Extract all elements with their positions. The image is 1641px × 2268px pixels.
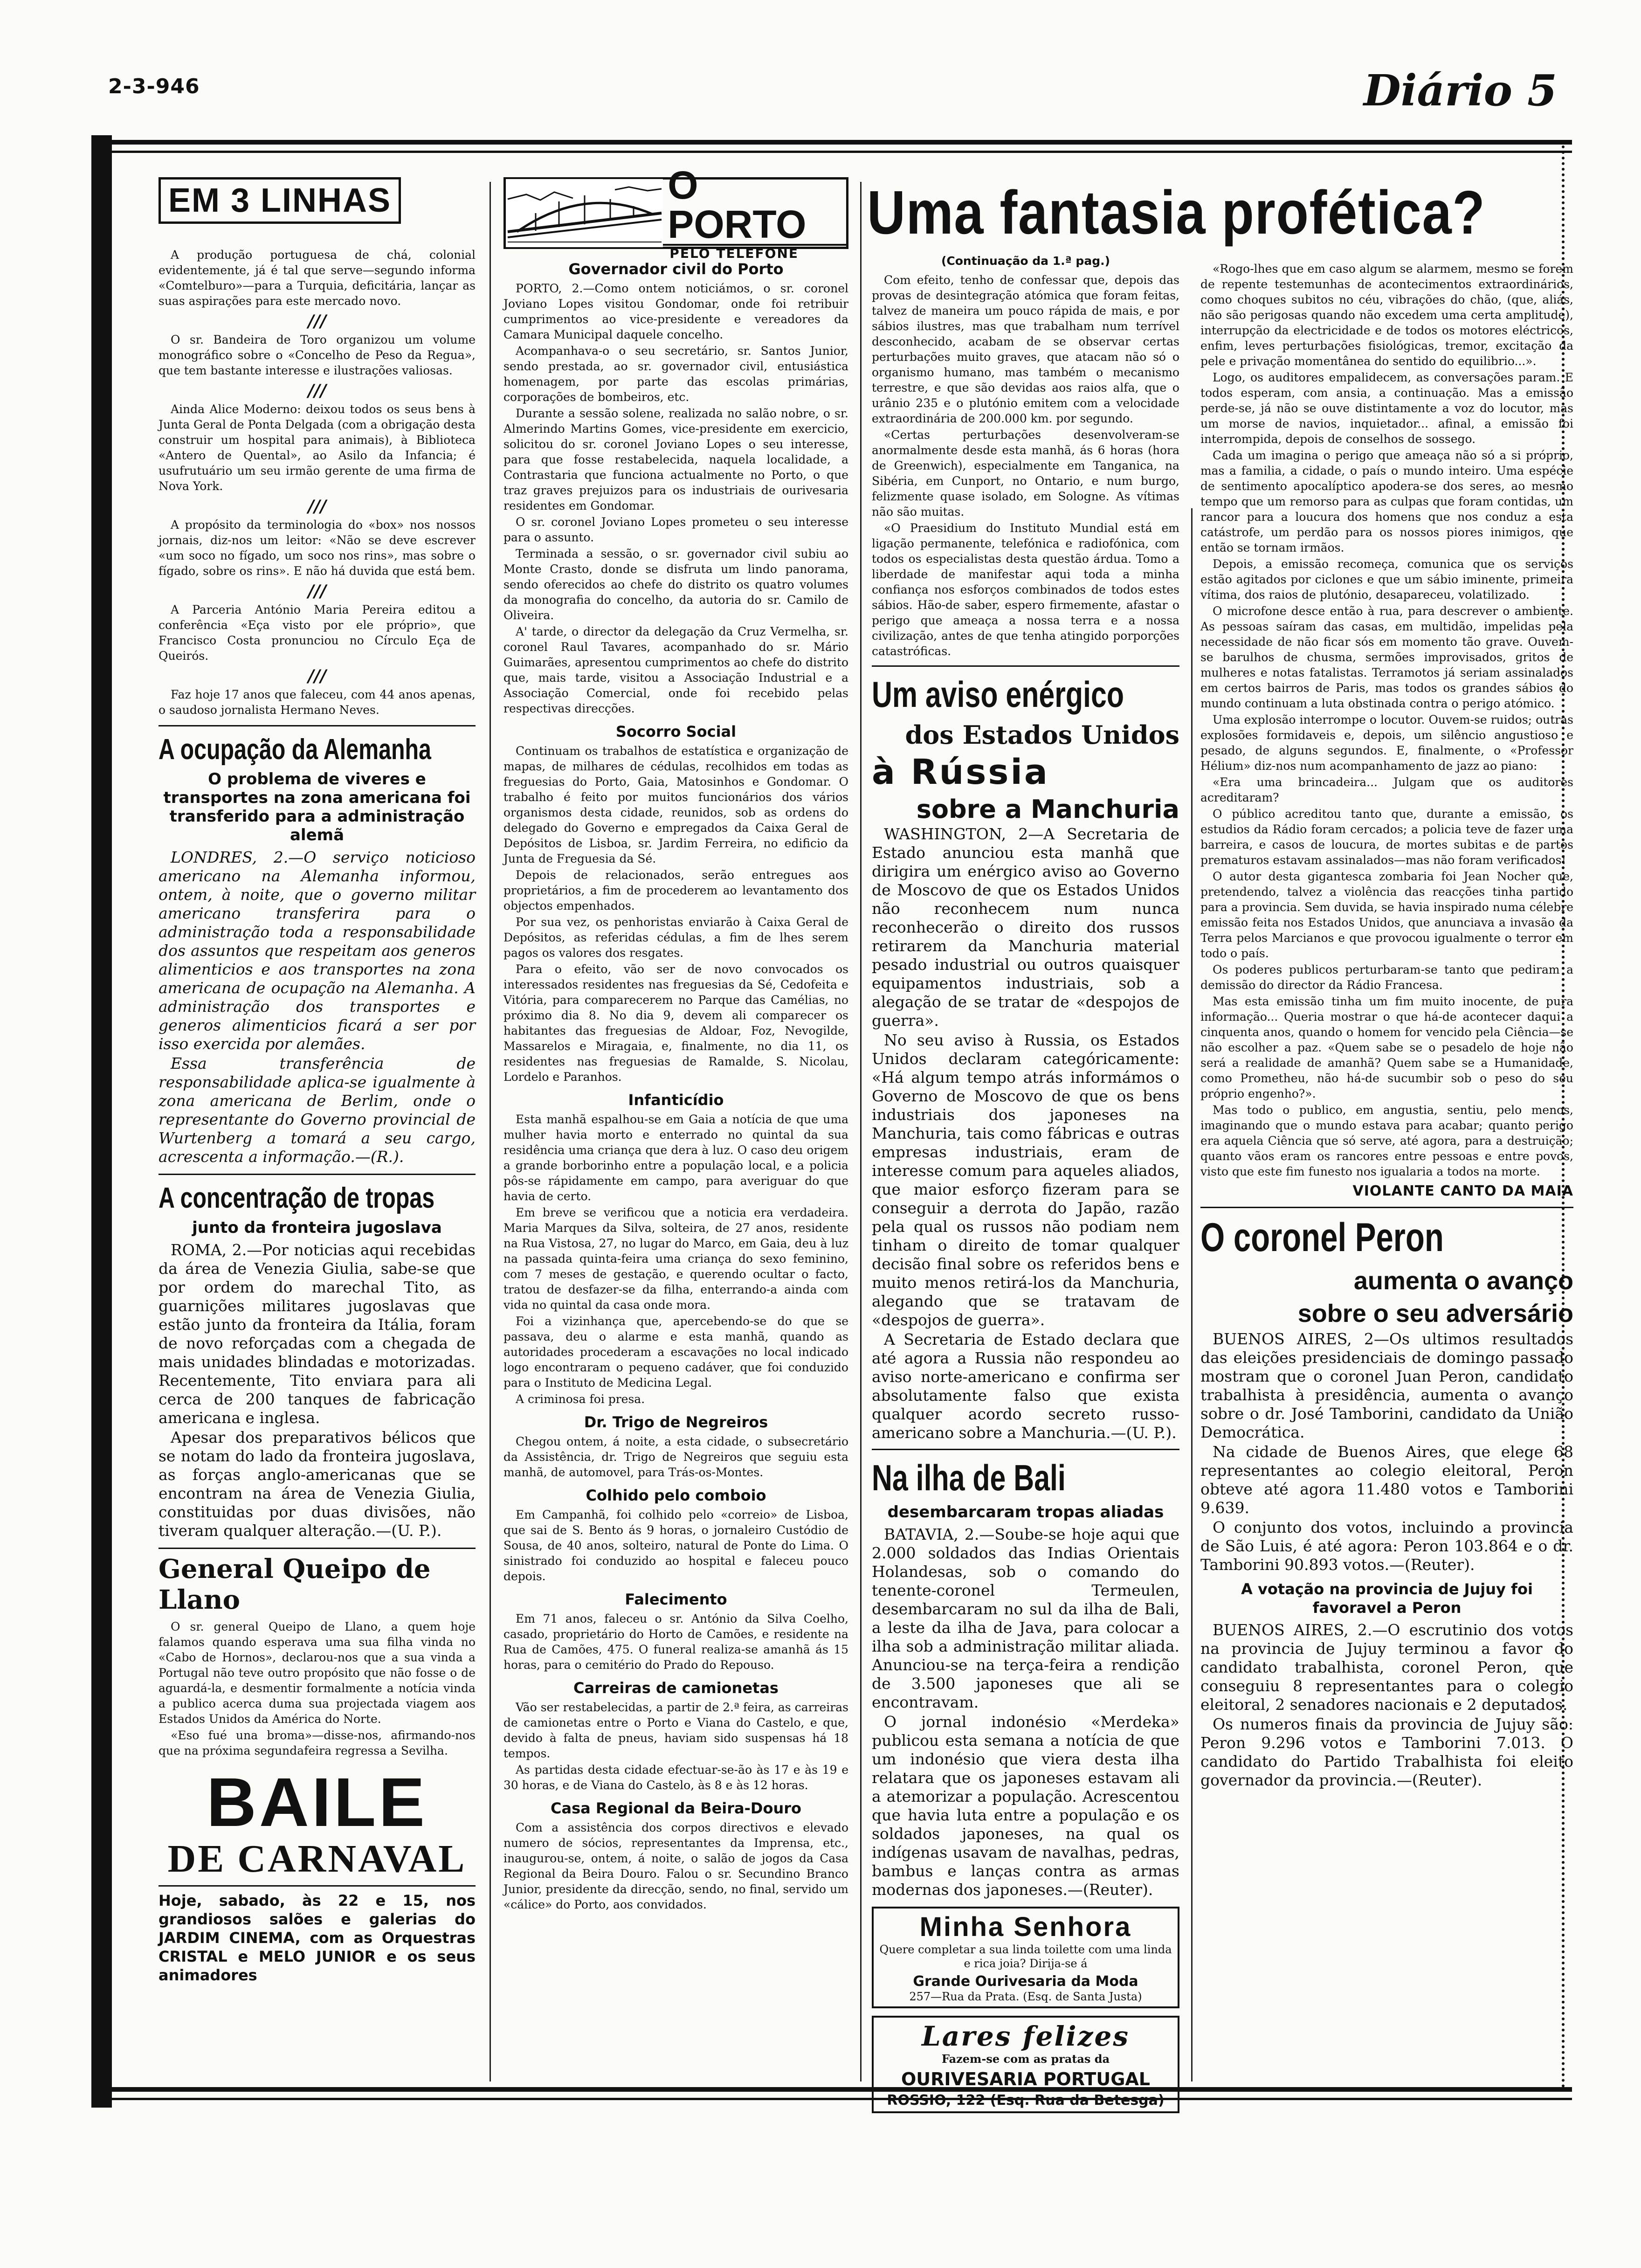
- headline-alemanha: A ocupação da Alemanha: [159, 733, 431, 766]
- article-paragraph: A Secretaria de Estado declara que até agora a Russia não respondeu ao aviso norte-americano e confirma ser absolutamente falso que exista qualquer acordo secreto russo-americano sobre a Manchuria.—(U. P.).: [872, 1330, 1179, 1442]
- brief-separator: ///: [308, 581, 326, 601]
- article-paragraph: Por sua vez, os penhoristas enviarão à Caixa Geral de Depósitos, as referidas cédulas, a fim de lhes serem pagos os valores dos resgates.: [503, 915, 848, 960]
- article-paragraph: Terminada a sessão, o sr. governador civil subiu ao Monte Crasto, donde se disfruta um lindo panorama, sendo oferecidos ao chefe do distrito os quatro volumes da monografia do concelho, da autoria do sr. Camilo de Oliveira.: [503, 547, 848, 622]
- article-paragraph: Continuam os trabalhos de estatística e organização de mapas, de milhares de cédulas, recolhidos em todas as freguesias do Porto, Gaia, Matosinhos e Gondomar. O trabalho é feito por muitos funcionários dos vários organismos desta cidade, reunidos, sob as ordens do delegado do Governo e empregados da Caixa Geral de Depósitos de Lisboa, sr. Jardim Ferreira, no edificio da Junta de Freguesia da Sé.: [503, 744, 848, 865]
- article-paragraph: Apesar dos preparativos bélicos que se notam do lado da fronteira jugoslava, as forças anglo-americanas que se encontram na área de Venezia Giulia, constituidas por duas divisões, não tiveram qualquer alteração.—(U. P.).: [159, 1428, 476, 1540]
- article-paragraph: Cada um imagina o perigo que ameaça não só a si próprio, mas a familia, a cidade, o país o mundo inteiro. Uma espécie de sentimento apocalíptico apodera-se dos seres, ao mesmo tempo que um remorso para as culpas que foram contidas, um rancor para a loucura dos homens que nos conduz a esta catástrofe, um perdão para os nossos piores inimigos, que então se tornam irmãos.: [1200, 449, 1573, 554]
- pelo-telefone-label: PELO TELEFONE: [663, 244, 846, 261]
- o-porto-title: O PORTO: [668, 163, 807, 246]
- brief-separator: ///: [308, 666, 326, 686]
- article-paragraph: As partidas desta cidade efectuar-se-ão às 17 e às 19 e 30 horas, e de Viana do Castelo, às 8 e às 12 horas.: [503, 1763, 848, 1792]
- subhead-tropas: junto da fronteira jugoslava: [192, 1218, 442, 1237]
- ad-carnaval-title: DE CARNAVAL: [167, 1837, 467, 1881]
- article-paragraph: «Certas perturbações desenvolveram-se anormalmente desde esta manhã, ás 6 horas (hora de Greenwich), especialmente em Tanganica, na Sibéria, em Cunport, no Ontario, e num burgo, felizmente quase isolado, em Sologne. As vítimas não são muitas.: [872, 428, 1179, 519]
- article-paragraph: A' tarde, o director da delegação da Cruz Vermelha, sr. coronel Raul Tavares, acompanhado do sr. Mário Guimarães, apresentou cumprimentos ao chefe do distrito que, mais tarde, visitou a Associação Industrial e a Associação Comercial, onde foi recebido pelas respectivas direcções.: [503, 625, 848, 715]
- article-paragraph: O sr. coronel Joviano Lopes prometeu o seu interesse para o assunto.: [503, 515, 848, 544]
- bottom-rule: [108, 2087, 1572, 2100]
- brief-paragraph: A Parceria António Maria Pereira editou a conferência «Eça visto por ele próprio», que Francisco Costa pronunciou no Círculo Eça de Queirós.: [159, 603, 476, 663]
- section-title: Colhido pelo comboio: [586, 1487, 766, 1504]
- column-rule-2: [860, 182, 862, 2081]
- headline-fantasia: Uma fantasia profética?: [867, 178, 1486, 247]
- article-paragraph: «Era uma brincadeira... Julgam que os auditores acreditaram?: [1200, 775, 1573, 804]
- subhead-bali: desembarcaram tropas aliadas: [887, 1503, 1164, 1521]
- column-rule-1: [490, 182, 491, 2081]
- article-paragraph: O jornal indonésio «Merdeka» publicou esta semana a notícia de que um indonésio que viera desta ilha relatara que os japoneses estavam ali a atemorizar a população. Acrescentou que havia luta entre a população e os soldados japoneses, na qual os indígenas usavam de navalhas, pedras, bambus e lanças contra as armas modernas dos japoneses.—(Reuter).: [872, 1713, 1179, 1899]
- article-paragraph: Essa transferência de responsabilidade aplica-se igualmente à zona americana de Berlim, onde o representante do Governo provincial de Wurtenberg a tomará a seu cargo, acrescenta a informação.—(R.).: [159, 1054, 476, 1166]
- article-paragraph: BATAVIA, 2.—Soube-se hoje aqui que 2.000 soldados das Indias Orientais Holandesas, sob o comando do tenente-coronel Termeulen, desembarcaram no sul da ilha de Bali, a leste da ilha de Java, para colocar a ilha sob a administração militar aliada. Anunciou-se na terça-feira a rendição de 3.500 japoneses que ali se encontravam.: [872, 1525, 1179, 1711]
- top-rule: [108, 140, 1572, 153]
- article-paragraph: Uma explosão interrompe o locutor. Ouvem-se ruidos; outras explosões formidaveis e, depois, um silêncio angustioso e pesado, de alguns segundos. E, finalmente, o «Professor Hélium» diz-nos num acompanhamento de jazz ao piano:: [1200, 713, 1573, 773]
- headline-aviso: Um aviso enérgico: [872, 674, 1124, 715]
- headline-bali: Na ilha de Bali: [872, 1457, 1066, 1498]
- article-paragraph: Depois de relacionados, serão entregues aos proprietários, a fim de procederem ao levantamento dos objectos empenhados.: [503, 868, 848, 913]
- ad-shop-name: OURIVESARIA PORTUGAL: [901, 2069, 1151, 2089]
- article-paragraph: Durante a sessão solene, realizada no salão nobre, o sr. Almerindo Martins Gomes, vice-presidente em exercicio, solicitou do sr. coronel Joviano Lopes o seu interesse, para que fosse restabelecida, naquela localidade, a Contrastaria que funciona actualmente no Porto, o que traz graves prejuizos para os industriais de ourivesaria residentes em Gondomar.: [503, 407, 848, 512]
- ad-address: 257—Rua da Prata. (Esq. de Santa Justa): [909, 1990, 1142, 2003]
- brief-paragraph: A propósito da terminologia do «box» nos nossos jornais, diz-nos um leitor: «Não se deve escrever «um soco no fígado, um soco nos rins», mas sobre o fígado, sobre os rins». E não há duvida que está bem.: [159, 518, 476, 578]
- article-paragraph: WASHINGTON, 2—A Secretaria de Estado anunciou esta manhã que dirigira um enérgico aviso ao Governo de Moscovo de que os Estados Unidos não reconhecem num nunca reconhecerão o direito dos russos retirarem da Manchuria material pesado industrial ou outros quaisquer equipamentos industriais, sob a alegação de se tratar de «despojos de guerra».: [872, 825, 1179, 1030]
- article-paragraph: Chegou ontem, á noite, a esta cidade, o subsecretário da Assistência, dr. Trigo de Negreiros que seguiu esta manhã, de automovel, para Trás-os-Montes.: [503, 1435, 848, 1479]
- article-paragraph: Em breve se verificou que a noticia era verdadeira. Maria Marques da Silva, solteira, de 27 anos, residente na Rua Vistosa, 27, no lugar do Marco, em Gaia, deu à luz na passada quinta-feira uma criança do sexo feminino, com 7 meses de gestação, e querendo ocultar o facto, tratou de desfazer-se da filha, enterrando-a ainda com vida no quintal da casa onde mora.: [503, 1206, 848, 1312]
- article-paragraph: Os numeros finais da provincia de Jujuy são: Peron 9.296 votos e Tamborini 7.013. O candidato do Partido Trabalhista foi eleito governador da provincia.—(Reuter).: [1200, 1715, 1573, 1789]
- continuation-note: (Continuação da 1.ª pag.): [941, 254, 1110, 268]
- article-paragraph: Esta manhã espalhou-se em Gaia a notícia de que uma mulher havia morto e enterrado no quintal da sua residência uma criança que dera à luz. O caso deu origem a grande borborinho entre a população local, e a policia pôs-se rápidamente em campo, para averiguar do que havia de certo.: [503, 1113, 848, 1203]
- section-title: Dr. Trigo de Negreiros: [584, 1413, 768, 1431]
- article-paragraph: Os poderes publicos perturbaram-se tanto que pediram a demissão do director da Rádio Francesa.: [1200, 963, 1573, 992]
- ad-text: Fazem-se com as pratas da: [941, 2052, 1110, 2066]
- section-title: Governador civil do Porto: [568, 260, 784, 278]
- ad-baile-text: Hoje, sabado, às 22 e 15, nos grandiosos salões e galerias do JARDIM CINEMA, com as Orquestras CRISTAL e MELO JUNIOR e os seus animadores: [159, 1892, 476, 1984]
- article-paragraph: O conjunto dos votos, incluindo a provincia de São Luis, é até agora: Peron 103.864 e o dr. Tamborini 90.893 votos.—(Reuter).: [1200, 1518, 1573, 1574]
- o-porto-banner: [503, 163, 848, 261]
- article-paragraph: O microfone desce então à rua, para descrever o ambiente. As pessoas saíram das casas, em multidão, impelidas pela necessidade de não ficar sós em momento tão grave. Ouvem-se barulhos de chusma, sermões improvisados, gritos de mulheres e notas fatalistas. Terramotos já seriam assinalados em certos bairros de Paris, mas todos os grandes sábios do mundo continuam a luta obstinada contra o perigo atómico.: [1200, 604, 1573, 710]
- section-title: Socorro Social: [615, 723, 737, 740]
- article-paragraph: Com a assistência dos corpos directivos e elevado numero de sócios, representantes da Imprensa, etc., inaugurou-se, ontem, á noite, o salão de jogos da Casa Regional da Beira Douro. Falou o sr. Secundino Branco Junior, presidente da direcção, sendo, no final, servido um «cálice» do Porto, aos convidados.: [503, 1821, 848, 1911]
- article-paragraph: Logo, os auditores empalidecem, as conversações param. E todos esperam, com ansia, a continuação. Mas a emissão perde-se, já não se ouve distintamente a voz do locutor, mas um morse de navios, inquietador... afinal, a emissão foi interrompida, depois de conselhos de sossego.: [1200, 371, 1573, 446]
- article-paragraph: Vão ser restabelecidas, a partir de 2.ª feira, as carreiras de camionetas entre o Porto e Viana do Castelo, e que, devido à falta de pneus, haviam sido suspensas há 18 tempos.: [503, 1701, 848, 1760]
- newspaper-title: Diário 5: [1363, 65, 1557, 116]
- brief-separator: ///: [308, 497, 326, 516]
- brief-paragraph: O sr. Bandeira de Toro organizou um volume monográfico sobre o «Concelho de Peso da Regua», que tem bastante interesse e ilustrações valiosas.: [159, 333, 476, 377]
- subhead-aviso-1: dos Estados Unidos: [905, 720, 1179, 750]
- article-paragraph: LONDRES, 2.—O serviço noticioso americano na Alemanha informou, ontem, à noite, que o governo militar americano transferira para o administração toda a responsabilidade dos assuntos que respeitam aos generos alimenticios e aos transportes na zona americana de ocupação na Alemanha. A administração dos transportes e generos alimenticios ficará a ser por isso exercida por alemães.: [159, 848, 476, 1053]
- article-paragraph: BUENOS AIRES, 2.—O escrutinio dos votos na provincia de Jujuy terminou a favor do candidato trabalhista, coronel Peron, que conseguiu 8 representantes para o colegio eleitoral, 2 senadores nacionais e 2 deputados.: [1200, 1621, 1573, 1714]
- headline-tropas: A concentração de tropas: [159, 1182, 435, 1214]
- article-paragraph: Mas todo o publico, em angustia, sentiu, pelo menos, imaginando que o mundo estava para acabar; quanto perigo era aquela Ciência que só serve, até agora, para a destruição; quanto vãos eram os rancores entre pessoas e entre povos, visto que este fim funesto nos igualaria a todos na morte.: [1200, 1103, 1573, 1178]
- column-3: [872, 254, 1179, 2109]
- brief-separator: ///: [308, 381, 326, 401]
- ad-title: Lares felizes: [921, 2020, 1130, 2052]
- brief-paragraph: A produção portuguesa de chá, colonial evidentemente, já é tal que serve—segundo informa «Comtelburo»—para a Turquia, deficitária, lançar as suas aspirações para este mercado novo.: [159, 248, 476, 308]
- article-paragraph: Acompanhava-o o seu secretário, sr. Santos Junior, sendo prestada, ao sr. governador civil, entusiástica homenagem, por parte das escolas primárias, corporações de bombeiros, etc.: [503, 344, 848, 404]
- porto-bridge-illustration: [506, 179, 663, 247]
- subhead-jujuy: A votação na provincia de Jujuy foi favoravel a Peron: [1241, 1580, 1533, 1617]
- brief-separator: ///: [308, 311, 326, 331]
- article-paragraph: «O Praesidium do Instituto Mundial está em ligação permanente, telefónica e radiofónica, com todos os especialistas desta questão árdua. Tomo a liberdade de manifestar aqui toda a minha confiança nos esforços combinados de todos estes sábios. Hão-de saber, espero firmemente, afastar o perigo que ameaça a nossa terra e a nossa civilização, antes de que tenha atingido porporções catastróficas.: [872, 521, 1179, 658]
- article-paragraph: «Eso fué una broma»—disse-nos, afirmando-nos que na próxima segundafeira regressa a Sevilha.: [159, 1729, 476, 1757]
- subhead-aviso-3: sobre a Manchuria: [916, 795, 1179, 824]
- article-paragraph: Em 71 anos, faleceu o sr. António da Silva Coelho, casado, proprietário do Horto de Camões, e residente na Rua de Camões, 475. O funeral realiza-se amanhã ás 15 horas, para o cemitério do Prado do Repouso.: [503, 1612, 848, 1672]
- subhead-peron-1: aumenta o avanço: [1353, 1267, 1573, 1295]
- article-paragraph: O sr. general Queipo de Llano, a quem hoje falamos quando esperava uma sua filha vinda no «Cabo de Hornos», declarou-nos que a sua vinda a Portugal não teve outro propósito que não fosse o de aguardá-la, e desmentir formalmente a notícia vinda a publico acerca duma sua projectada viagem aos Estados Unidos da América do Norte.: [159, 1620, 476, 1726]
- ad-baile-title: BAILE: [207, 1764, 427, 1841]
- section-title: Infanticídio: [628, 1091, 724, 1109]
- article-paragraph: Mas esta emissão tinha um fim muito inocente, de pura informação... Queria mostrar o que há-de acontecer daqui a cinquenta anos, quando o homem for vencido pela Ciência—se não escolher a paz. «Quem sabe se o pesadelo de hoje não será a realidade de amanhã? Quem sabe se a Humanidade, como Prometheu, não há-de sucumbir sob o peso do seu próprio engenho?».: [1200, 995, 1573, 1100]
- column-rule-3: [1191, 508, 1193, 2081]
- page-date: 2-3-946: [108, 75, 200, 98]
- section-title: Casa Regional da Beira-Douro: [551, 1799, 801, 1817]
- headline-peron: O coronel Peron: [1200, 1215, 1444, 1260]
- headline-queipo: General Queipo de Llano: [159, 1554, 431, 1615]
- brief-paragraph: Ainda Alice Moderno: deixou todos os seus bens à Junta Geral de Ponta Delgada (com a obrigação desta construir um hospital para animais), à Biblioteca «Antero de Quental», ao Asilo da Infancia; é usufrutuário um seu irmão gerente de uma firma de Nova York.: [159, 402, 476, 493]
- brief-paragraph: Faz hoje 17 anos que faleceu, com 44 anos apenas, o saudoso jornalista Hermano Neves.: [159, 688, 476, 717]
- article-paragraph: Para o efeito, vão ser de novo convocados os interessados residentes nas freguesias da Sé, Cedofeita e Vitória, para comparecerem no Parque das Camélias, no próximo dia 8. No dia 9, devem ali comparecer os habitantes das freguesias de Aldoar, Foz, Nevogilde, Massarelos e Miragaia, e, finalmente, no dia 11, os residentes nas freguesias de Ramalde, S. Nicolau, Lordelo e Paranhos.: [503, 962, 848, 1084]
- section-title: Falecimento: [625, 1590, 727, 1608]
- subhead-aviso-2: à Rússia: [872, 752, 1049, 792]
- column-4: [1200, 261, 1573, 2081]
- author-signature: VIOLANTE CANTO DA MAIA: [1352, 1183, 1573, 1199]
- ad-text: Quere completar a sua linda toilette com uma linda e rica joia? Dirija-se á: [879, 1943, 1172, 1970]
- article-paragraph: Depois, a emissão recomeça, comunica que os serviços estão agitados por ciclones e que um sábio iminente, primeira vítima, dos raios de plutónio, desapareceu, volatilizado.: [1200, 557, 1573, 602]
- article-paragraph: Na cidade de Buenos Aires, que elege 68 representantes ao colegio eleitoral, Peron obteve até agora 11.480 votos e Tamborini 9.639.: [1200, 1443, 1573, 1517]
- ad-title: Minha Senhora: [919, 1912, 1132, 1942]
- article-paragraph: PORTO, 2.—Como ontem noticiámos, o sr. coronel Joviano Lopes visitou Gondomar, onde foi retribuir cumprimentos ao vice-presidente e vereadores da Camara Municipal daquele concelho.: [503, 282, 848, 341]
- margin-bar: [91, 135, 112, 2108]
- article-paragraph: Foi a vizinhança que, apercebendo-se do que se passava, deu o alarme e esta manhã, quando as autoridades procederam a escavações no local indicado logo encontraram o pequeno cadáver, que foi conduzido para o Instituto de Medicina Legal.: [503, 1314, 848, 1390]
- column-2: [503, 163, 848, 2081]
- article-paragraph: BUENOS AIRES, 2—Os ultimos resultados das eleições presidenciais de domingo passado mostram que o coronel Juan Peron, candidato trabalhista à presidência, aumenta o avanço sobre o dr. José Tamborini, candidato da União Democrática.: [1200, 1330, 1573, 1441]
- article-paragraph: Com efeito, tenho de confessar que, depois das provas de desintegração atómica que foram feitas, talvez de maneira um pouco rápida de mais, e por sábios ilustres, mas que trabalham num terrível desconhecido, acabam de se observar certas perturbações muito graves, que atacam não só o organismo humano, mas também o mecanismo terrestre, e que são devidas aos raios alfa, que o urânio 235 e o plutónio emitem com a velocidade extraordinária de 200.000 km. por segundo.: [872, 273, 1179, 425]
- article-paragraph: O autor desta gigantesca zombaria foi Jean Nocher que, pretendendo, talvez a violência das reacções tinha partido para a provincia. Sem duvida, se havia inspirado numa célebre emissão feita nos Estados Unidos, que anunciava a invasão da Terra pelos Marcianos e que provocou igualmente o terror em todo o país.: [1200, 870, 1573, 960]
- subhead-alemanha: O problema de viveres e transportes na zona americana foi transferido para a administração alemã: [163, 770, 471, 844]
- column-1: [159, 177, 476, 2081]
- article-paragraph: «Rogo-lhes que em caso algum se alarmem, mesmo se forem de repente testemunhas de acontecimentos extraordinários, como choques subitos no céu, vibrações do chão, (que, aliás, não são perigosas quando não excedem uma certa amplitude), interrupção da electricidade e de todos os motores eléctricos, enfim, leves perturbações fisiológicas, tremor, excitação da pele e privação momentânea do sentido do equilibrio...».: [1200, 262, 1573, 368]
- article-paragraph: O público acreditou tanto que, durante a emissão, os estudios da Rádio foram cercados; a policia teve de fazer uma barreira, e casos de loucura, de mortes subitas e de partos prematuros estavam assinalados—mas não foram verificados!: [1200, 807, 1573, 867]
- article-paragraph: Em Campanhã, foi colhido pelo «correio» de Lisboa, que sai de S. Bento ás 9 horas, o jornaleiro Custódio de Sousa, de 40 anos, solteiro, natural de Ponte do Lima. O sinistrado foi conduzido ao hospital e faleceu pouco depois.: [503, 1508, 848, 1583]
- subhead-peron-2: sobre o seu adversário: [1297, 1300, 1573, 1328]
- ad-address: ROSSIO, 122 (Esq. Rua da Betesga): [887, 2092, 1165, 2109]
- article-paragraph: A criminosa foi presa.: [516, 1392, 645, 1406]
- ad-minha-senhora: [872, 1907, 1179, 2008]
- article-paragraph: No seu aviso à Russia, os Estados Unidos declaram categóricamente: «Há algum tempo atrás informámos o Governo de Moscovo de que os bens industriais dos japoneses na Manchuria, tais como fábricas e outras empresas industriais, eram de interesse comum para aqueles aliados, que maior esforço fizeram para se conseguir a derrota do Japão, razão pela qual os russos não podiam nem tinham o direito de tomar qualquer decisão final sobre os referidos bens e muito menos retirá-los da Manchuria, alegando que se tratavam de «despojos de guerra».: [872, 1031, 1179, 1329]
- section-title: Carreiras de camionetas: [573, 1679, 779, 1697]
- article-paragraph: ROMA, 2.—Por noticias aqui recebidas da área de Venezia Giulia, sabe-se que por ordem do marechal Tito, as guarnições militares jugoslavas que estão junto da fronteira da Itália, foram de novo reforçadas com a chegada de mais unidades blindadas e motorizadas. Recentemente, Tito enviara para ali cerca de 200 tanques de fabricação americana e inglesa.: [159, 1241, 476, 1427]
- em-3-linhas-heading: EM 3 LINHAS: [159, 177, 401, 224]
- ad-shop-name: Grande Ourivesaria da Moda: [913, 1973, 1138, 1990]
